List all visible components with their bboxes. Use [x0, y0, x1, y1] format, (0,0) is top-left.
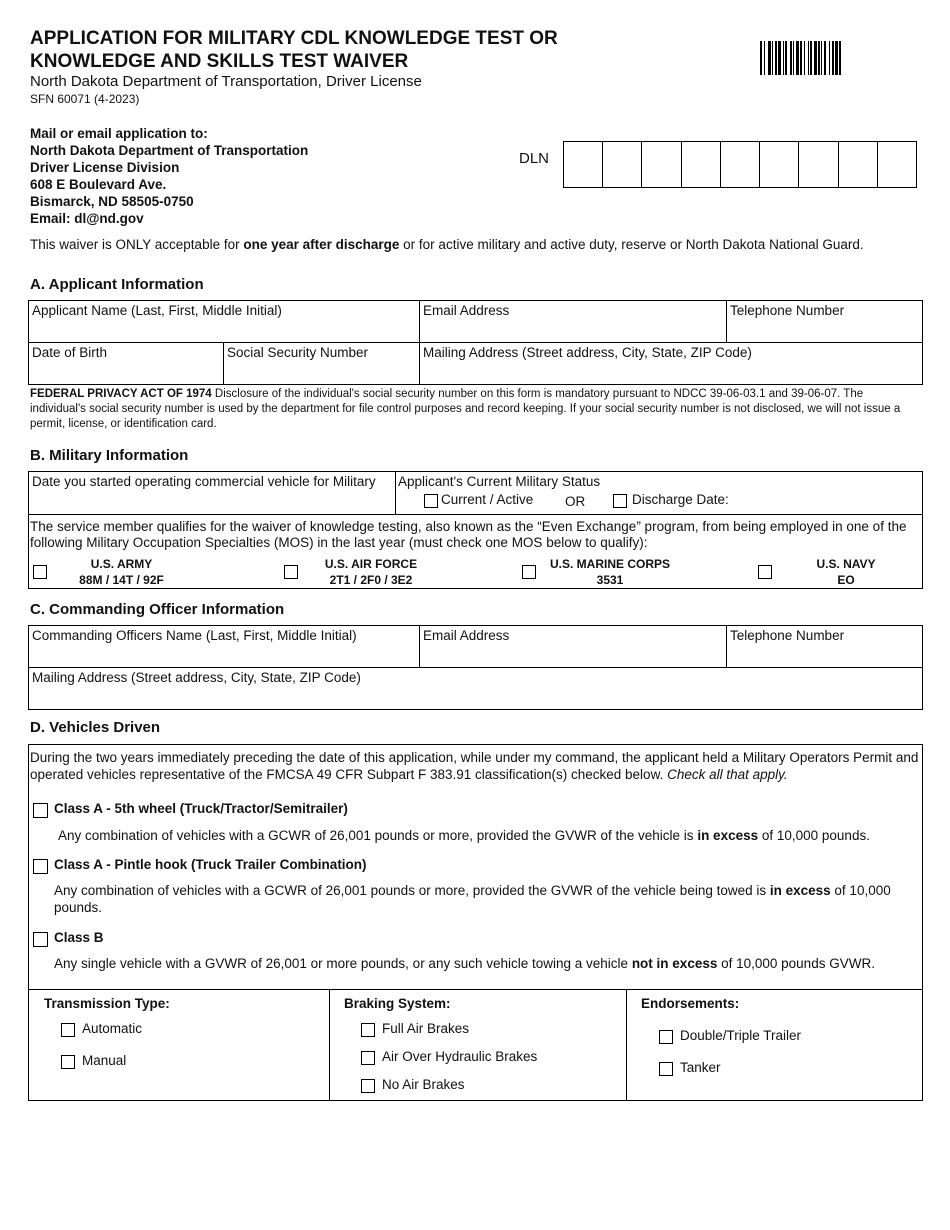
applicant-phone-field[interactable] — [727, 301, 922, 343]
full-air-brakes-label: Full Air Brakes — [382, 1021, 470, 1036]
field-label: Applicant Name (Last, First, Middle Initial) — [32, 303, 282, 318]
intro-text: During the two years immediately preceding the date of this application, while under my command, the applicant held a Military Operators Permit and operated vehicles representative of the FMCSA 49 CFR Subpart F 383.91 classification(s) checked below. — [30, 750, 919, 782]
no-air-brakes-checkbox[interactable] — [361, 1079, 375, 1093]
section-a-title: A. Applicant Information — [30, 276, 204, 293]
mos-army-checkbox[interactable] — [33, 565, 47, 579]
mos-branch: U.S. ARMY — [90, 557, 153, 571]
mailing-line: Bismarck, ND 58505-0750 — [30, 194, 194, 209]
desc-text: Any single vehicle with a GVWR of 26,001 or more pounds, or any such vehicle towing a vehicle — [54, 956, 632, 971]
mos-army — [69, 556, 174, 588]
discharge-date-checkbox[interactable] — [613, 494, 627, 508]
officer-name-field[interactable] — [29, 626, 420, 668]
mailing-instructions — [30, 125, 308, 227]
department-name: North Dakota Department of Transportation, Driver License — [30, 73, 422, 90]
current-active-label: Current / Active — [441, 492, 534, 507]
desc-text: of 10,000 pounds. — [758, 828, 870, 843]
field-label: Applicant's Current Military Status — [398, 474, 601, 489]
air-over-hydraulic-label: Air Over Hydraulic Brakes — [382, 1049, 538, 1064]
section-d-title: D. Vehicles Driven — [30, 719, 161, 736]
applicant-email-field[interactable] — [420, 301, 727, 343]
form-title: APPLICATION FOR MILITARY CDL KNOWLEDGE TEST OR KNOWLEDGE AND SKILLS TEST WAIVER — [30, 28, 558, 72]
or-label: OR — [565, 494, 586, 509]
mailing-line: North Dakota Department of Transportation — [30, 143, 309, 158]
dln-digit-box[interactable] — [720, 142, 759, 187]
no-air-brakes-label: No Air Brakes — [382, 1077, 465, 1092]
mos-codes: EO — [837, 573, 855, 587]
dln-digit-box[interactable] — [681, 142, 720, 187]
transmission-title: Transmission Type: — [44, 996, 170, 1011]
form-number: SFN 60071 (4-2023) — [30, 92, 140, 106]
mailing-line: 608 E Boulevard Ave. — [30, 177, 167, 192]
mos-marine-corps — [540, 556, 680, 588]
desc-text: of 10,000 pounds. — [54, 883, 891, 915]
mos-codes: 2T1 / 2F0 / 3E2 — [329, 573, 413, 587]
mailing-line: Mail or email application to: — [30, 126, 208, 141]
commanding-officer-table — [28, 625, 923, 710]
dln-digit-box[interactable] — [564, 142, 602, 187]
double-triple-label: Double/Triple Trailer — [680, 1028, 802, 1043]
automatic-checkbox[interactable] — [61, 1023, 75, 1037]
vehicles-intro — [30, 749, 920, 783]
field-label: Mailing Address (Street address, City, State, ZIP Code) — [32, 670, 361, 685]
applicant-mailing-address-field[interactable] — [420, 343, 922, 384]
field-label: Email Address — [423, 303, 510, 318]
field-label: Email Address — [423, 628, 510, 643]
mos-air-force — [311, 556, 431, 588]
field-label: Mailing Address (Street address, City, State, ZIP Code) — [423, 345, 752, 360]
military-info-table — [28, 471, 923, 589]
mos-navy — [801, 556, 891, 588]
privacy-heading: FEDERAL PRIVACY ACT OF 1974 — [30, 388, 212, 400]
ssn-field[interactable] — [224, 343, 420, 384]
desc-bold: not in excess — [631, 956, 718, 971]
dln-digit-box[interactable] — [798, 142, 837, 187]
mos-codes: 88M / 14T / 92F — [79, 573, 164, 587]
divider — [329, 989, 330, 1100]
discharge-date-label[interactable]: Discharge Date: — [632, 492, 729, 507]
desc-bold: in excess — [697, 828, 759, 843]
class-a-5th-wheel-label: Class A - 5th wheel (Truck/Tractor/Semitrailer) — [54, 801, 348, 816]
divider — [29, 989, 922, 990]
class-a-pintle-label: Class A - Pintle hook (Truck Trailer Combination) — [54, 857, 367, 872]
current-active-checkbox[interactable] — [424, 494, 438, 508]
applicant-name-field[interactable] — [29, 301, 420, 343]
field-label: Social Security Number — [227, 345, 369, 360]
desc-text: Any combination of vehicles with a GCWR of 26,001 pounds or more, provided the GVWR of the vehicle is — [58, 828, 698, 843]
note-text: or for active military and active duty, reserve or North Dakota National Guard. — [399, 237, 864, 252]
automatic-label: Automatic — [82, 1021, 143, 1036]
divider — [626, 989, 627, 1100]
privacy-notice — [30, 387, 918, 432]
dln-label: DLN — [519, 150, 550, 167]
dob-field[interactable] — [29, 343, 224, 384]
mos-branch: U.S. MARINE CORPS — [549, 557, 670, 571]
section-b-title: B. Military Information — [30, 447, 189, 464]
field-label: Telephone Number — [730, 303, 845, 318]
class-a-pintle-desc — [54, 882, 894, 916]
field-label: Date you started operating commercial vehicle for Military — [32, 474, 376, 489]
dln-digit-box[interactable] — [641, 142, 680, 187]
desc-text: of 10,000 pounds GVWR. — [717, 956, 875, 971]
field-label: Commanding Officers Name (Last, First, Middle Initial) — [32, 628, 357, 643]
field-label: Date of Birth — [32, 345, 108, 360]
mailing-line: Driver License Division — [30, 160, 180, 175]
dln-input[interactable] — [563, 141, 917, 188]
privacy-text: Disclosure of the individual's social security number on this form is mandatory pursuant to NDCC 39-06-03.1 and 39-06-07. The individual's social security number is used by the department for file control purposes and record keeping. If your social security number is not disclosed, we will not issue a permit, license, or identification card. — [30, 388, 901, 430]
endorsements-title: Endorsements: — [641, 996, 740, 1011]
date-started-field[interactable] — [29, 472, 396, 515]
manual-label: Manual — [82, 1053, 127, 1068]
mos-description: The service member qualifies for the waiver of knowledge testing, also known as the “Even Exchange” program, from being employed in one of the following Military Occupation Specialties (MOS) in the last year (must check one MOS below to qualify): — [30, 519, 907, 550]
class-a-5th-wheel-desc — [58, 827, 918, 844]
class-a-pintle-checkbox[interactable] — [33, 859, 48, 874]
intro-italic: Check all that apply. — [667, 767, 788, 782]
tanker-label: Tanker — [680, 1060, 721, 1075]
braking-title: Braking System: — [344, 996, 451, 1011]
officer-mailing-address-field[interactable] — [29, 668, 922, 709]
double-triple-checkbox[interactable] — [659, 1030, 673, 1044]
dln-digit-box[interactable] — [838, 142, 877, 187]
mos-air-force-checkbox[interactable] — [284, 565, 298, 579]
dln-digit-box[interactable] — [877, 142, 916, 187]
class-b-checkbox[interactable] — [33, 932, 48, 947]
mos-codes: 3531 — [596, 573, 624, 587]
note-bold: one year after discharge — [243, 237, 400, 252]
officer-phone-field[interactable] — [727, 626, 922, 668]
vehicles-driven-box — [28, 744, 923, 1101]
field-label: Telephone Number — [730, 628, 845, 643]
note-text: This waiver is ONLY acceptable for — [30, 237, 244, 252]
dln-digit-box[interactable] — [602, 142, 641, 187]
mos-marine-corps-checkbox[interactable] — [522, 565, 536, 579]
manual-checkbox[interactable] — [61, 1055, 75, 1069]
waiver-note — [30, 237, 864, 252]
section-c-title: C. Commanding Officer Information — [30, 601, 285, 618]
mos-branch: U.S. AIR FORCE — [324, 557, 418, 571]
mos-branch: U.S. NAVY — [816, 557, 876, 571]
applicant-info-table — [28, 300, 923, 385]
tanker-checkbox[interactable] — [659, 1062, 673, 1076]
desc-bold: in excess — [769, 883, 831, 898]
mos-navy-checkbox[interactable] — [758, 565, 772, 579]
dln-digit-box[interactable] — [759, 142, 798, 187]
officer-email-field[interactable] — [420, 626, 727, 668]
class-b-label: Class B — [54, 930, 104, 945]
class-a-5th-wheel-checkbox[interactable] — [33, 803, 48, 818]
desc-text: Any combination of vehicles with a GCWR of 26,001 pounds or more, provided the GVWR of the vehicle being towed is — [54, 883, 770, 898]
barcode — [760, 41, 922, 75]
air-over-hydraulic-checkbox[interactable] — [361, 1051, 375, 1065]
barcode-bar — [841, 41, 843, 75]
full-air-brakes-checkbox[interactable] — [361, 1023, 375, 1037]
mailing-email: Email: dl@nd.gov — [30, 211, 144, 226]
class-b-desc — [54, 955, 920, 972]
